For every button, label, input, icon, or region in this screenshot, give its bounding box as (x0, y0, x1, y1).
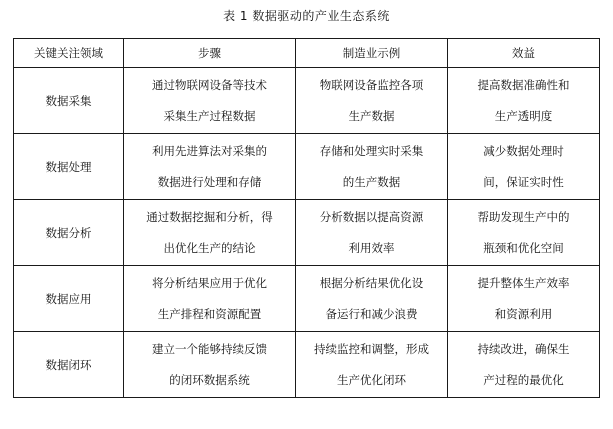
cell-area: 数据闭环 (14, 332, 124, 398)
cell-benefit: 提高数据准确性和 生产透明度 (448, 68, 600, 134)
cell-example: 存储和处理实时采集 的生产数据 (296, 134, 448, 200)
cell-benefit: 持续改进，确保生 产过程的最优化 (448, 332, 600, 398)
cell-example: 物联网设备监控各项 生产数据 (296, 68, 448, 134)
cell-step: 通过物联网设备等技术 采集生产过程数据 (124, 68, 296, 134)
table-row (14, 266, 600, 332)
cell-area: 数据采集 (14, 68, 124, 134)
cell-area: 数据处理 (14, 134, 124, 200)
table-row (14, 68, 600, 134)
table-header-row (14, 39, 600, 68)
ecosystem-table (13, 38, 600, 398)
cell-benefit: 帮助发现生产中的 瓶颈和优化空间 (448, 200, 600, 266)
cell-example: 分析数据以提高资源 利用效率 (296, 200, 448, 266)
cell-example: 根据分析结果优化设 备运行和减少浪费 (296, 266, 448, 332)
cell-step: 将分析结果应用于优化 生产排程和资源配置 (124, 266, 296, 332)
cell-step: 建立一个能够持续反馈 的闭环数据系统 (124, 332, 296, 398)
header-area: 关键关注领域 (14, 39, 124, 68)
header-step: 步骤 (124, 39, 296, 68)
header-example: 制造业示例 (296, 39, 448, 68)
table-caption: 表 1 数据驱动的产业生态系统 (223, 9, 390, 23)
cell-area: 数据应用 (14, 266, 124, 332)
cell-step: 通过数据挖掘和分析，得 出优化生产的结论 (124, 200, 296, 266)
cell-area: 数据分析 (14, 200, 124, 266)
cell-benefit: 提升整体生产效率 和资源利用 (448, 266, 600, 332)
table-row (14, 332, 600, 398)
cell-benefit: 减少数据处理时 间，保证实时性 (448, 134, 600, 200)
header-benefit: 效益 (448, 39, 600, 68)
cell-step: 利用先进算法对采集的 数据进行处理和存储 (124, 134, 296, 200)
table-row (14, 200, 600, 266)
table-row (14, 134, 600, 200)
cell-example: 持续监控和调整，形成 生产优化闭环 (296, 332, 448, 398)
